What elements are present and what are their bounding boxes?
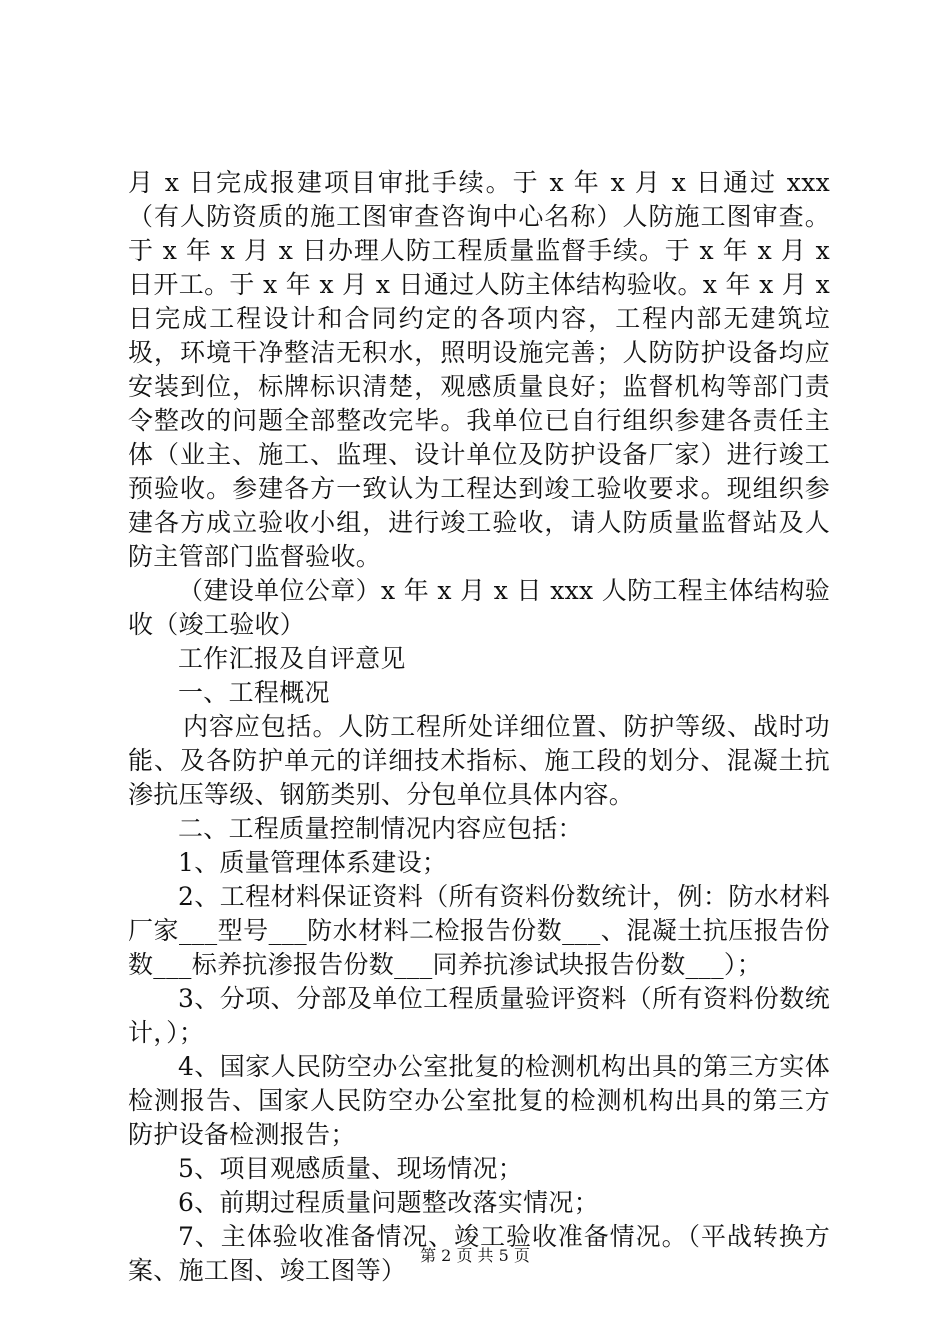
page-footer <box>0 1246 950 1266</box>
list-item-1: 1、质量管理体系建设； <box>178 848 448 877</box>
document-body <box>128 166 830 1288</box>
section-heading-2: 二、工程质量控制情况内容应包括： <box>178 814 583 843</box>
paragraph-1: 月 x 日完成报建项目审批手续。于 x 年 x 月 x 日通过 xxx（有人防资质的施工图审查咨询中心名称）人防施工图审查。于 x 年 x 月 x 日办理人防工程质量监督手续。于 x 年 x 月 x 日开工。于 x 年 x 月 x 日通过人防主体结构验收。x 年 x 月 x 日完成工程设计和合同约定的各项内容，工程内部无建筑垃圾，环境干净整洁无积水，照明设施完善；人防防护设备均应安装到位，标牌标识清楚，观感质量良好；监督机构等部门责令整改的问题全部整改完毕。我单位已自行组织参建各责任主体（业主、施工、监理、设计单位及防护设备厂家）进行竣工预验收。参建各方一致认为工程达到竣工验收要求。现组织参建各方成立验收小组，进行竣工验收，请人防质量监督站及人防主管部门监督验收。 <box>128 168 830 571</box>
list-item-2: 2、工程材料保证资料（所有资料份数统计，例：防水材料厂家___型号___防水材料二检报告份数___、混凝土抗压报告份数___标养抗渗报告份数___同养抗渗试块报告份数___）； <box>128 882 830 979</box>
list-item-7: 7、主体验收准备情况、竣工验收准备情况。（平战转换方案、施工图、竣工图等） <box>128 1222 830 1285</box>
list-item-6: 6、前期过程质量问题整改落实情况； <box>178 1188 600 1217</box>
section-heading-1: 一、工程概况 <box>178 678 330 707</box>
list-item-3: 3、分项、分部及单位工程质量验评资料（所有资料份数统计，）； <box>128 984 830 1047</box>
page-number: 第 2 页 共 5 页 <box>420 1246 530 1265</box>
paragraph-5: 内容应包括。人防工程所处详细位置、防护等级、战时功能、及各防护单元的详细技术指标、施工段的划分、混凝土抗渗抗压等级、钢筋类别、分包单位具体内容。 <box>128 712 830 809</box>
list-item-5: 5、项目观感质量、现场情况； <box>178 1154 524 1183</box>
paragraph-3: 工作汇报及自评意见 <box>178 644 406 673</box>
paragraph-2: （建设单位公章）x 年 x 月 x 日 xxx 人防工程主体结构验收（竣工验收） <box>128 576 830 639</box>
list-item-4: 4、国家人民防空办公室批复的检测机构出具的第三方实体检测报告、国家人民防空办公室批复的检测机构出具的第三方防护设备检测报告； <box>128 1052 830 1149</box>
